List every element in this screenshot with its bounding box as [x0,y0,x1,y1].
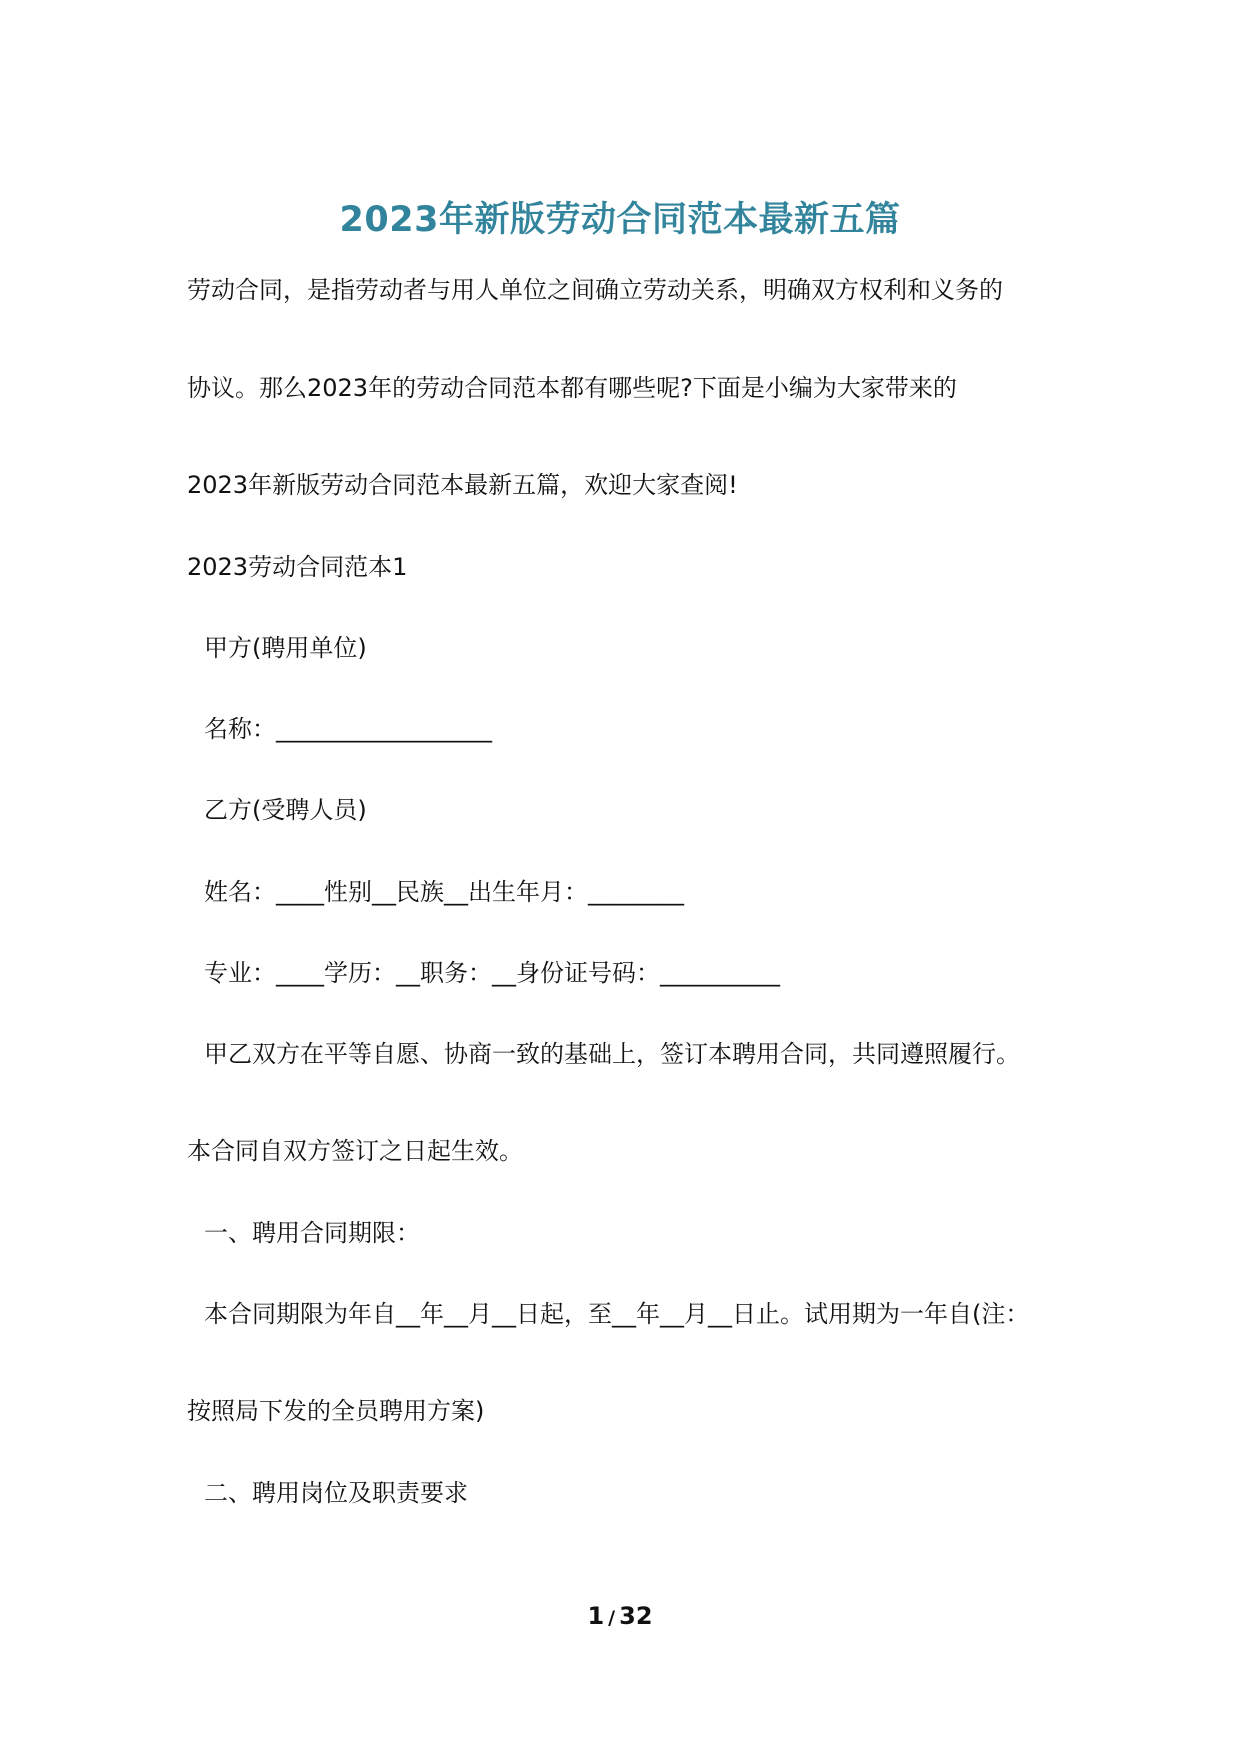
paragraph-line: 2023年新版劳动合同范本最新五篇，欢迎大家查阅! [187,471,738,499]
paragraph-line: 协议。那么2023年的劳动合同范本都有哪些呢?下面是小编为大家带来的 [187,374,957,402]
paragraph-line: 名称：__________________ [204,715,492,743]
paragraph-line: 姓名：____性别__民族__出生年月：________ [204,878,684,906]
document-title: 2023年新版劳动合同范本最新五篇 [339,200,901,240]
page-number-separator: / [608,1607,616,1629]
paragraph-line: 劳动合同，是指劳动者与用人单位之间确立劳动关系，明确双方权利和义务的 [187,276,1003,304]
page-number [0,1600,1240,1634]
paragraph-line: 甲乙双方在平等自愿、协商一致的基础上，签订本聘用合同，共同遵照履行。 [204,1040,1020,1068]
paragraph-line: 本合同自双方签订之日起生效。 [187,1137,523,1165]
section-heading: 2023劳动合同范本1 [187,553,408,581]
paragraph-line: 甲方(聘用单位) [204,634,367,662]
paragraph-line: 本合同期限为年自__年__月__日起，至__年__月__日止。试用期为一年自(注： [204,1300,1030,1328]
paragraph-line: 二、聘用岗位及职责要求 [204,1479,468,1507]
paragraph-line: 一、聘用合同期限： [204,1219,420,1247]
total-pages-number: 32 [619,1602,653,1630]
paragraph-line: 专业：____学历：__职务：__身份证号码：__________ [204,959,780,987]
paragraph-line: 乙方(受聘人员) [204,796,367,824]
paragraph-line: 按照局下发的全员聘用方案) [187,1397,485,1425]
current-page-number: 1 [587,1602,605,1630]
